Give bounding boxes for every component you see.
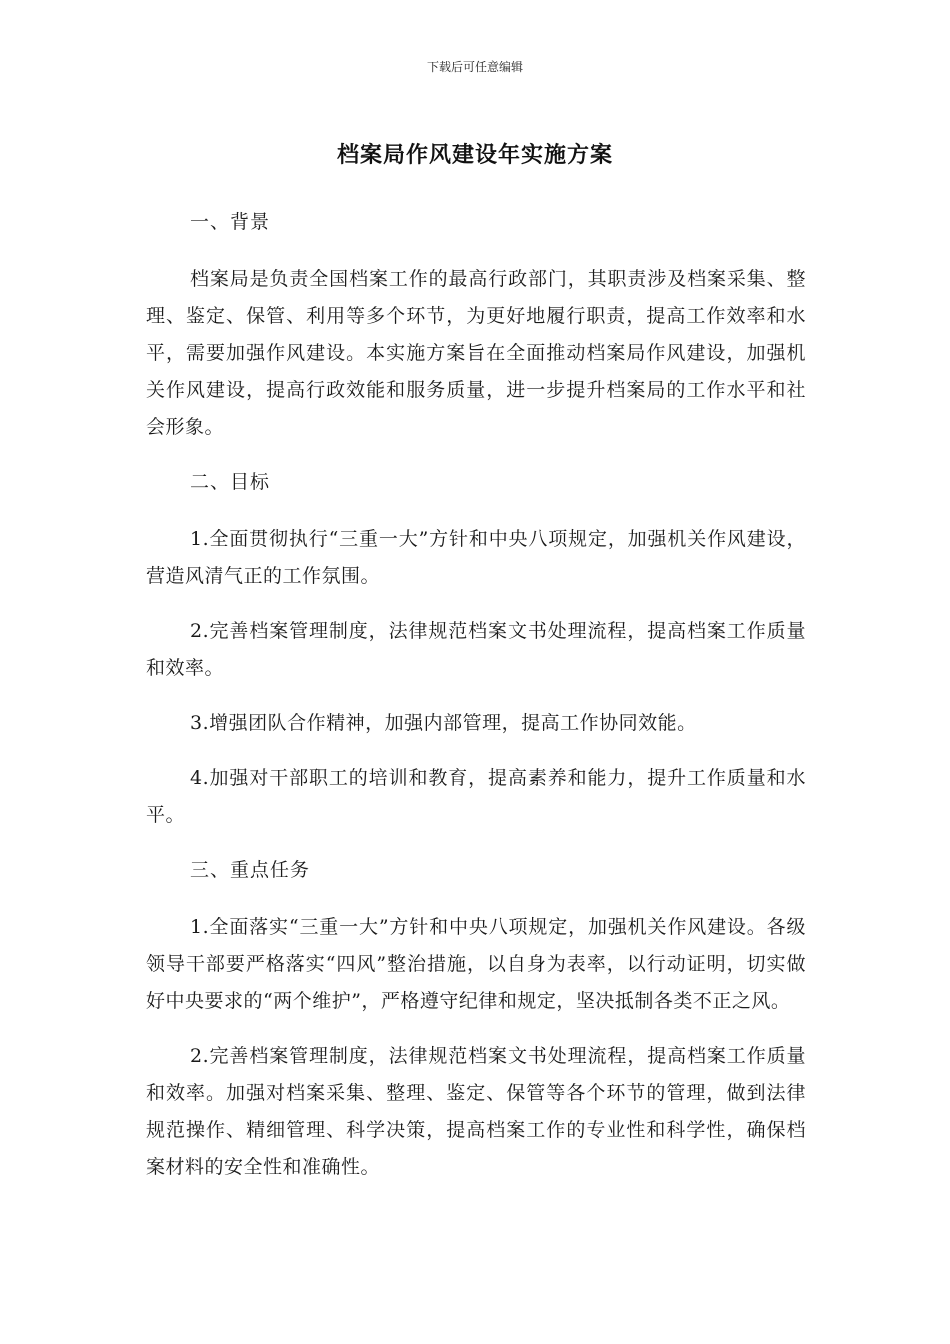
paragraph: 2.完善档案管理制度，法律规范档案文书处理流程，提高档案工作质量和效率。 [146, 620, 806, 679]
paragraph: 1.全面贯彻执行“三重一大”方针和中央八项规定，加强机关作风建设，营造风清气正的工作氛围。 [146, 528, 806, 587]
section-heading-goals: 二、目标 [190, 471, 271, 493]
paragraph: 2.完善档案管理制度，法律规范档案文书处理流程，提高档案工作质量和效率。加强对档案采集、整理、鉴定、保管等各个环节的管理，做到法律规范操作、精细管理、科学决策，提高档案工作的专业性和科学性，确保档案材料的安全性和准确性。 [146, 1045, 806, 1178]
document-body [146, 204, 806, 1204]
page-title: 档案局作风建设年实施方案 [336, 143, 613, 168]
paragraph: 1.全面落实“三重一大”方针和中央八项规定，加强机关作风建设。各级领导干部要严格落实“四风”整治措施，以自身为表率，以行动证明，切实做好中央要求的“两个维护”，严格遵守纪律和规定，坚决抵制各类不正之风。 [146, 916, 806, 1012]
paragraph: 档案局是负责全国档案工作的最高行政部门，其职责涉及档案采集、整理、鉴定、保管、利用等多个环节，为更好地履行职责，提高工作效率和水平，需要加强作风建设。本实施方案旨在全面推动档案局作风建设，加强机关作风建设，提高行政效能和服务质量，进一步提升档案局的工作水平和社会形象。 [146, 268, 806, 438]
paragraph: 3.增强团队合作精神，加强内部管理，提高工作协同效能。 [190, 712, 697, 734]
header-note: 下载后可任意编辑 [426, 60, 523, 74]
paragraph: 4.加强对干部职工的培训和教育，提高素养和能力，提升工作质量和水平。 [146, 767, 806, 826]
section-heading-key-tasks: 三、重点任务 [190, 859, 311, 881]
section-heading-background: 一、背景 [190, 211, 271, 233]
